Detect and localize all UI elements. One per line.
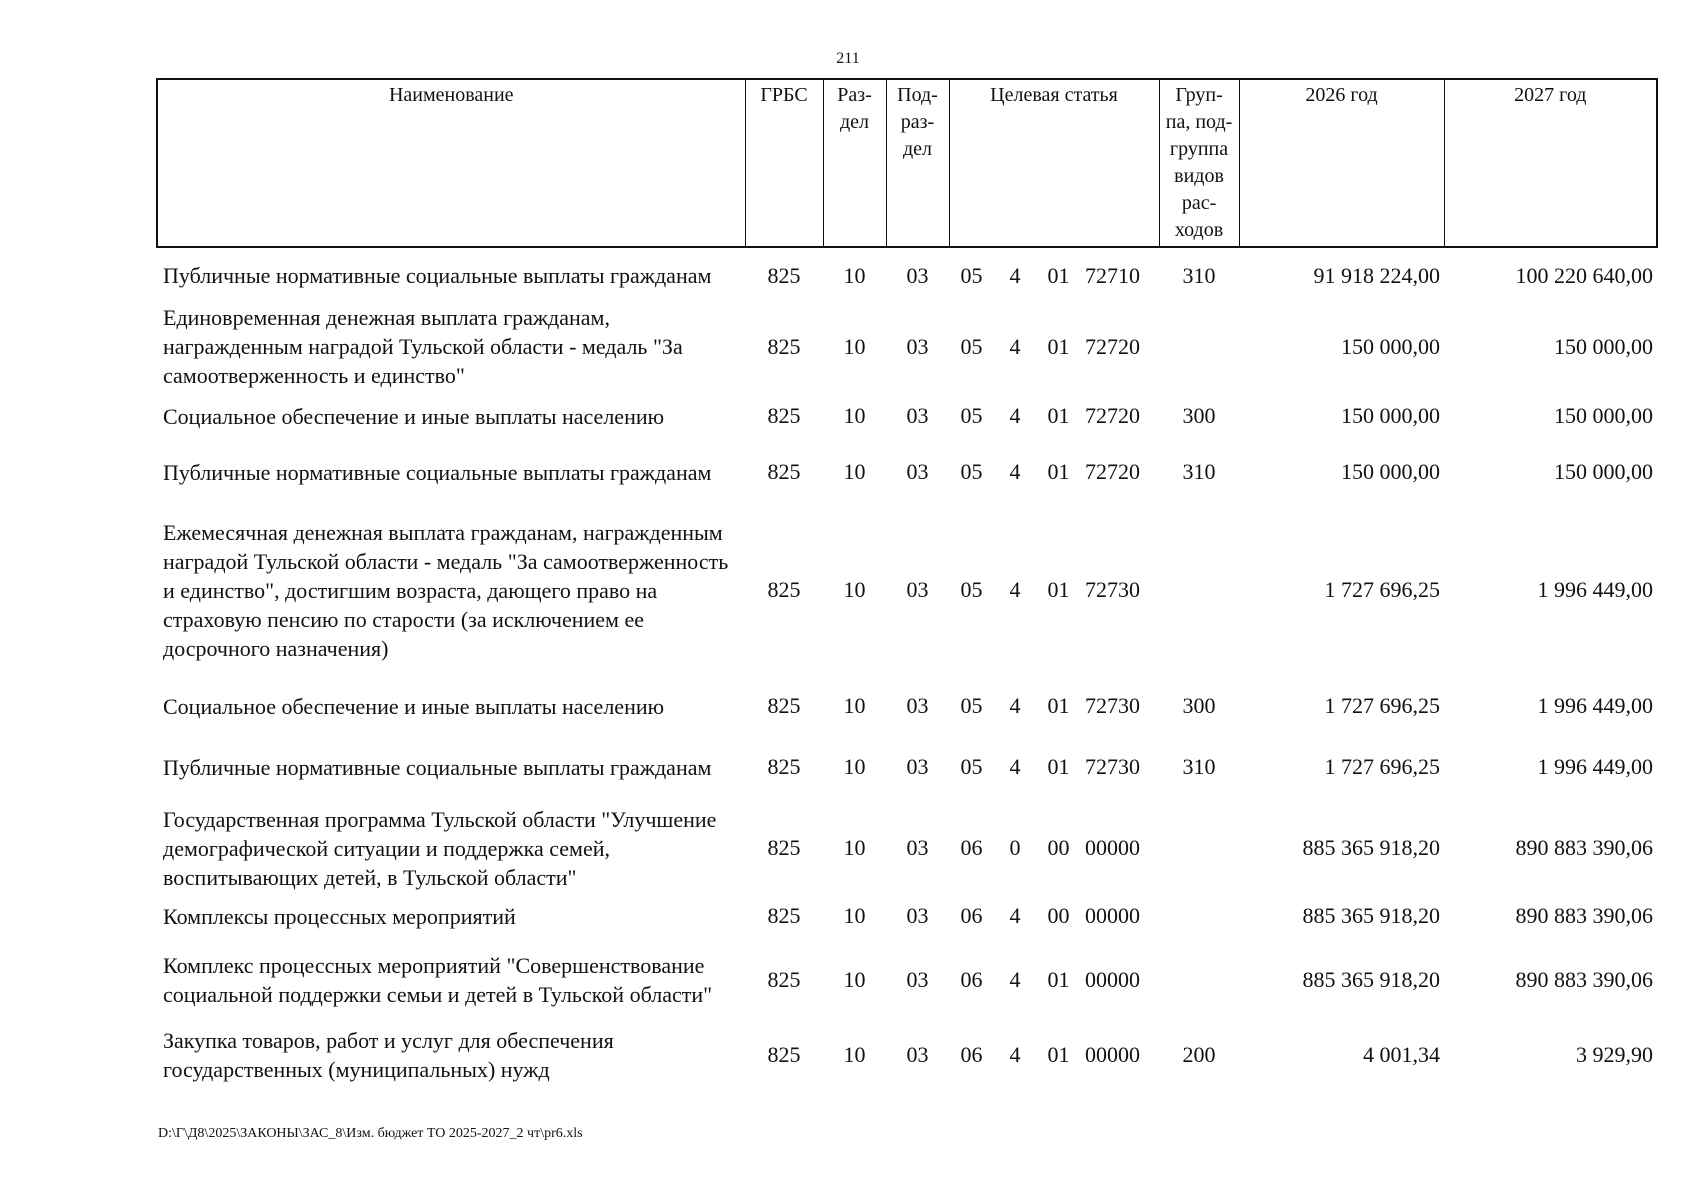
row-podrazdel: 03 <box>906 333 929 359</box>
row-cs-direction: 72730 <box>1085 577 1140 602</box>
row-grbs: 825 <box>767 754 801 779</box>
row-cs-program: 05 <box>960 577 983 602</box>
row-sum-2027: 890 883 390,06 <box>1515 967 1654 992</box>
row-sum-2026: 885 365 918,20 <box>1302 967 1441 992</box>
row-name: Социальное обеспечение и иные выплаты населению <box>163 693 665 719</box>
table-row <box>157 303 1657 390</box>
row-vid-rashodov <box>1159 896 1239 936</box>
row-cs-complex: 01 <box>1047 459 1070 484</box>
footer-file-path: D:\Г\Д8\2025\ЗАКОНЫ\ЗАС_8\Изм. бюджет ТО 2025-2027_2 чт\pr6.xls <box>158 1126 583 1141</box>
row-razdel: 10 <box>843 577 866 602</box>
row-podrazdel: 03 <box>906 1042 929 1067</box>
row-razdel: 10 <box>843 459 866 484</box>
table-row <box>157 800 1657 896</box>
table-body <box>157 247 1657 1086</box>
row-razdel: 10 <box>843 754 866 779</box>
row-sum-2027: 3 929,90 <box>1576 1042 1654 1067</box>
row-name: Публичные нормативные социальные выплаты гражданам <box>163 263 712 288</box>
row-podrazdel: 03 <box>906 835 929 860</box>
row-razdel: 10 <box>843 333 866 359</box>
budget-table <box>156 78 1658 1086</box>
row-cs-direction: 72720 <box>1085 403 1140 428</box>
row-cs-direction: 00000 <box>1085 835 1140 860</box>
row-razdel: 10 <box>843 1042 866 1067</box>
row-cs-complex: 01 <box>1047 577 1070 602</box>
table-row <box>157 734 1657 800</box>
row-cs-complex: 01 <box>1047 333 1070 359</box>
row-sum-2027: 150 000,00 <box>1554 459 1654 484</box>
row-grbs: 825 <box>767 967 801 992</box>
row-cs-program: 05 <box>960 693 983 718</box>
row-razdel: 10 <box>843 967 866 992</box>
row-podrazdel: 03 <box>906 459 929 484</box>
row-cs-type: 4 <box>1009 459 1021 484</box>
row-sum-2026: 150 000,00 <box>1341 459 1441 484</box>
row-cs-direction: 00000 <box>1085 903 1140 928</box>
row-cs-type: 4 <box>1009 262 1021 288</box>
row-cs-program: 05 <box>960 333 983 359</box>
row-grbs: 825 <box>767 835 801 860</box>
row-cs-type: 4 <box>1009 1042 1021 1067</box>
row-vid-rashodov <box>1159 800 1239 896</box>
header-vid-rashodov: Груп- па, под- группа видов рас- ходов <box>1159 79 1239 247</box>
row-sum-2026: 150 000,00 <box>1341 403 1441 428</box>
row-razdel: 10 <box>843 903 866 928</box>
row-sum-2026: 885 365 918,20 <box>1302 903 1441 928</box>
row-cs-direction: 72730 <box>1085 693 1140 718</box>
row-name: Комплексы процессных мероприятий <box>163 903 516 929</box>
row-podrazdel: 03 <box>906 693 929 718</box>
row-cs-complex: 01 <box>1047 693 1070 718</box>
header-celevaya-statya: Целевая статья <box>949 79 1159 247</box>
row-grbs: 825 <box>767 577 801 602</box>
row-cs-program: 06 <box>960 903 983 928</box>
row-vid-rashodov: 300 <box>1182 403 1216 428</box>
row-cs-complex: 01 <box>1047 403 1070 428</box>
row-vid-rashodov: 200 <box>1182 1042 1216 1067</box>
page-number: 211 <box>836 50 860 67</box>
row-cs-direction: 72730 <box>1085 754 1140 779</box>
row-razdel: 10 <box>843 262 866 288</box>
table-row <box>157 247 1657 303</box>
row-sum-2027: 100 220 640,00 <box>1515 262 1654 288</box>
row-podrazdel: 03 <box>906 754 929 779</box>
row-cs-direction: 72720 <box>1085 333 1140 359</box>
row-sum-2026: 885 365 918,20 <box>1302 835 1441 860</box>
header-year-2026: 2026 год <box>1239 79 1444 247</box>
row-sum-2027: 1 996 449,00 <box>1537 577 1654 602</box>
row-sum-2026: 4 001,34 <box>1363 1042 1441 1067</box>
row-grbs: 825 <box>767 262 801 288</box>
row-sum-2026: 1 727 696,25 <box>1324 754 1441 779</box>
row-name: Публичные нормативные социальные выплаты гражданам <box>163 459 712 485</box>
row-name: Социальное обеспечение и иные выплаты населению <box>163 403 665 429</box>
row-cs-program: 05 <box>960 754 983 779</box>
row-cs-program: 05 <box>960 459 983 484</box>
row-vid-rashodov <box>1159 502 1239 678</box>
row-podrazdel: 03 <box>906 903 929 928</box>
table-header <box>157 79 1657 247</box>
row-name: Единовременная денежная выплата гражданам, награжденным наградой Тульской области - медаль "За самоотверженность и единство" <box>163 305 683 388</box>
table-row <box>157 678 1657 734</box>
row-cs-direction: 72710 <box>1085 262 1140 288</box>
row-razdel: 10 <box>843 693 866 718</box>
row-sum-2027: 150 000,00 <box>1554 333 1654 359</box>
row-vid-rashodov <box>1159 303 1239 390</box>
row-cs-complex: 01 <box>1047 1042 1070 1067</box>
table-row <box>157 502 1657 678</box>
row-sum-2026: 91 918 224,00 <box>1313 262 1441 288</box>
row-grbs: 825 <box>767 459 801 484</box>
row-cs-direction: 72720 <box>1085 459 1140 484</box>
row-grbs: 825 <box>767 1042 801 1067</box>
row-vid-rashodov <box>1159 936 1239 1024</box>
row-sum-2026: 1 727 696,25 <box>1324 577 1441 602</box>
row-vid-rashodov: 300 <box>1182 693 1216 718</box>
row-cs-direction: 00000 <box>1085 1042 1140 1067</box>
row-podrazdel: 03 <box>906 403 929 428</box>
row-sum-2026: 1 727 696,25 <box>1324 693 1441 718</box>
row-vid-rashodov: 310 <box>1182 754 1216 779</box>
row-sum-2027: 1 996 449,00 <box>1537 754 1654 779</box>
row-cs-program: 06 <box>960 967 983 992</box>
row-name: Комплекс процессных мероприятий "Совершенствование социальной поддержки семьи и детей в Тульской области" <box>163 953 713 1007</box>
row-cs-program: 05 <box>960 262 983 288</box>
row-cs-type: 4 <box>1009 903 1021 928</box>
table-row <box>157 896 1657 936</box>
row-grbs: 825 <box>767 693 801 718</box>
row-sum-2027: 890 883 390,06 <box>1515 835 1654 860</box>
header-year-2027: 2027 год <box>1444 79 1657 247</box>
row-cs-type: 4 <box>1009 754 1021 779</box>
table-row <box>157 390 1657 442</box>
table-row <box>157 1024 1657 1086</box>
row-cs-type: 4 <box>1009 333 1021 359</box>
row-cs-type: 0 <box>1009 835 1021 860</box>
header-razdel: Раз- дел <box>823 79 886 247</box>
row-podrazdel: 03 <box>906 577 929 602</box>
header-podrazdel: Под- раз- дел <box>886 79 949 247</box>
row-cs-direction: 00000 <box>1085 967 1140 992</box>
row-sum-2027: 150 000,00 <box>1554 403 1654 428</box>
row-podrazdel: 03 <box>906 967 929 992</box>
header-name: Наименование <box>157 79 745 247</box>
row-cs-complex: 01 <box>1047 754 1070 779</box>
row-vid-rashodov: 310 <box>1182 262 1216 288</box>
row-grbs: 825 <box>767 403 801 428</box>
row-grbs: 825 <box>767 333 801 359</box>
row-name: Государственная программа Тульской области "Улучшение демографической ситуации и поддержка семей, воспитывающих детей, в Тульской области" <box>163 806 717 890</box>
row-podrazdel: 03 <box>906 262 929 288</box>
table-row <box>157 936 1657 1024</box>
row-cs-type: 4 <box>1009 577 1021 602</box>
row-cs-type: 4 <box>1009 403 1021 428</box>
row-name: Ежемесячная денежная выплата гражданам, награжденным наградой Тульской области - медаль "За самоотверженность и единство", достигшим возраста, дающего право на страховую пенсию по старости (за исключением ее досрочного назначения) <box>163 519 729 661</box>
row-razdel: 10 <box>843 835 866 860</box>
row-cs-complex: 00 <box>1047 903 1070 928</box>
row-name: Публичные нормативные социальные выплаты гражданам <box>163 754 712 780</box>
header-grbs: ГРБС <box>745 79 823 247</box>
row-cs-complex: 01 <box>1047 262 1070 288</box>
row-sum-2026: 150 000,00 <box>1341 333 1441 359</box>
row-cs-program: 06 <box>960 1042 983 1067</box>
row-cs-type: 4 <box>1009 967 1021 992</box>
row-grbs: 825 <box>767 903 801 928</box>
row-name: Закупка товаров, работ и услуг для обеспечения государственных (муниципальных) нужд <box>163 1028 614 1082</box>
row-sum-2027: 1 996 449,00 <box>1537 693 1654 718</box>
row-cs-type: 4 <box>1009 693 1021 718</box>
table-row <box>157 442 1657 502</box>
row-vid-rashodov: 310 <box>1182 459 1216 484</box>
row-cs-complex: 00 <box>1047 835 1070 860</box>
row-cs-complex: 01 <box>1047 967 1070 992</box>
row-cs-program: 05 <box>960 403 983 428</box>
row-sum-2027: 890 883 390,06 <box>1515 903 1654 928</box>
row-cs-program: 06 <box>960 835 983 860</box>
row-razdel: 10 <box>843 403 866 428</box>
